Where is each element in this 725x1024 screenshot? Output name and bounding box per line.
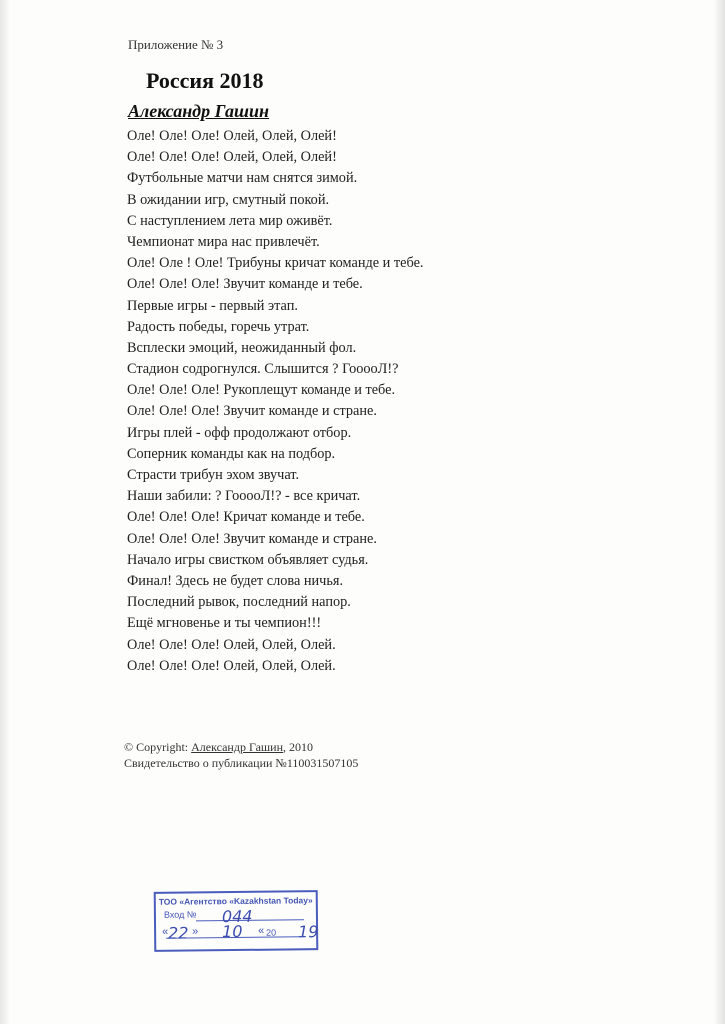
lyric-line: С наступлением лета мир оживёт. (127, 212, 333, 229)
lyric-line: Игры плей - офф продолжают отбор. (127, 424, 352, 441)
stamp-quote-close: » (192, 925, 199, 938)
author-name: Александр Гашин (128, 101, 270, 121)
stamp-month: 10 (222, 921, 243, 942)
lyric-line: Оле! Оле! Оле! Звучит команде и стране. (127, 530, 377, 547)
incoming-stamp (154, 890, 319, 952)
stamp-year-prefix: 20 (266, 927, 277, 938)
lyric-line: Начало игры свистком объявляет судья. (127, 551, 369, 568)
stamp-organization: ТОО «Агентство «Kazakhstan Today» (158, 895, 313, 907)
lyric-line: Всплески эмоций, неожиданный фол. (127, 339, 357, 356)
lyric-line: Оле! Оле ! Оле! Трибуны кричат команде и тебе. (127, 255, 424, 272)
lyric-line: Радость победы, горечь утрат. (127, 318, 310, 335)
lyric-line: Футбольные матчи нам снятся зимой. (127, 170, 358, 187)
scan-edge-right (713, 0, 725, 1024)
lyric-line: Оле! Оле! Оле! Олей, Олей, Олей! (127, 149, 337, 166)
lyric-line: Оле! Оле! Оле! Звучит команде и стране. (127, 403, 377, 420)
lyric-line: Чемпионат мира нас привлечёт. (127, 233, 320, 250)
lyric-line: Первые игры - первый этап. (127, 297, 298, 314)
copyright-prefix: © Copyright: (124, 740, 192, 754)
lyric-line: Страсти трибун эхом звучат. (127, 467, 300, 483)
copyright-notice (124, 740, 313, 755)
page-title: Россия 2018 (146, 68, 264, 93)
lyric-line: В ожидании игр, смутный покой. (127, 191, 330, 208)
stamp-incoming-number: 044 (221, 906, 253, 927)
lyric-line: Наши забили: ? ГооооЛ!? - все кричат. (127, 488, 361, 505)
lyric-line: Ещё мгновенье и ты чемпион!!! (127, 615, 322, 632)
publication-certificate: Свидетельство о публикации №110031507105 (124, 756, 359, 770)
lyric-line: Стадион содрогнулся. Слышится ? ГооооЛ!? (127, 361, 399, 378)
copyright-year: , 2010 (283, 740, 314, 754)
stamp-year-suffix: 19 (298, 922, 319, 942)
lyric-line: Оле! Оле! Оле! Олей, Олей, Олей. (127, 636, 336, 653)
lyric-line: Оле! Оле! Оле! Олей, Олей, Олей. (127, 657, 336, 674)
lyric-line: Финал! Здесь не будет слова ничья. (127, 572, 344, 589)
lyric-line: Оле! Оле! Оле! Рукоплещут команде и тебе. (127, 382, 396, 399)
stamp-quote-mid: « (258, 924, 265, 937)
lyric-line: Оле! Оле! Оле! Олей, Олей, Олей! (127, 128, 337, 144)
lyric-line: Соперник команды как на подбор. (127, 445, 336, 462)
stamp-quote-open: « (162, 925, 169, 938)
scan-edge-left (0, 0, 10, 1024)
stamp-incoming-label: Вход № (163, 909, 197, 920)
lyrics-block (127, 126, 424, 677)
lyric-line: Оле! Оле! Оле! Звучит команде и тебе. (127, 276, 363, 293)
lyric-line: Последний рывок, последний напор. (127, 594, 351, 611)
appendix-label: Приложение № 3 (128, 37, 224, 52)
lyric-line: Оле! Оле! Оле! Кричат команде и тебе. (127, 509, 365, 526)
stamp-day: 22 (168, 923, 189, 943)
copyright-author-link[interactable]: Александр Гашин (191, 740, 284, 754)
